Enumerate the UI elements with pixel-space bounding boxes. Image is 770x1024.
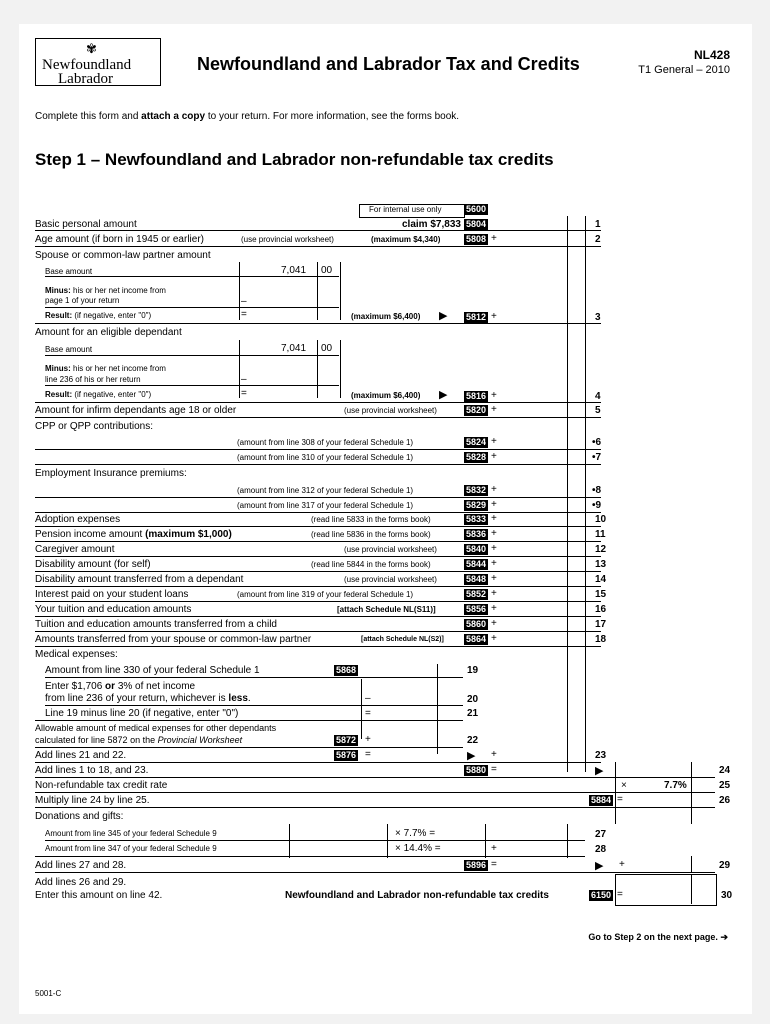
med20-less: less bbox=[228, 693, 248, 704]
op-plus: + bbox=[491, 558, 497, 569]
cents-divider bbox=[317, 340, 318, 398]
code-5808: 5808 bbox=[466, 234, 487, 244]
logo-text-line2: Labrador bbox=[58, 71, 113, 87]
rule bbox=[35, 646, 601, 647]
tuition-note: [attach Schedule NL(S11)] bbox=[337, 605, 436, 614]
line-number-18: 18 bbox=[595, 634, 607, 645]
minus-text2: page 1 of your return bbox=[45, 296, 120, 305]
rule bbox=[45, 677, 463, 678]
rule bbox=[35, 417, 601, 418]
total-field[interactable] bbox=[615, 874, 717, 906]
label-disability-transfer: Disability amount transferred from a dependant bbox=[35, 574, 244, 585]
code-5884: 5884 bbox=[591, 795, 612, 805]
rule bbox=[35, 601, 601, 602]
arrow-right-icon: ▶ bbox=[467, 750, 476, 762]
label-tuition: Your tuition and education amounts bbox=[35, 604, 192, 615]
code-5872: 5872 bbox=[336, 735, 357, 745]
rule bbox=[35, 526, 601, 527]
code-5880: 5880 bbox=[466, 765, 487, 775]
line-number-2: 2 bbox=[595, 234, 601, 245]
label-multiply: Multiply line 24 by line 25. bbox=[35, 795, 150, 806]
ei2-note: (amount from line 317 of your federal Schedule 1) bbox=[237, 501, 414, 510]
cents-column-line bbox=[585, 216, 586, 772]
rule bbox=[35, 631, 601, 632]
code-5856: 5856 bbox=[466, 604, 487, 614]
form-number: NL428 bbox=[693, 48, 730, 62]
spouse-base-label: Base amount bbox=[45, 267, 93, 276]
rule bbox=[35, 720, 463, 721]
cpp2-note: (amount from line 310 of your federal Schedule 1) bbox=[237, 453, 414, 462]
line-number-22: 22 bbox=[467, 735, 479, 746]
line-number-4: 4 bbox=[595, 391, 601, 402]
op-plus: + bbox=[491, 451, 497, 462]
line-number-9: •9 bbox=[592, 500, 602, 511]
op-plus: + bbox=[491, 484, 497, 495]
code-5844: 5844 bbox=[466, 559, 487, 569]
line-number-21: 21 bbox=[467, 708, 479, 719]
label-spouse-amount: Spouse or common-law partner amount bbox=[35, 250, 211, 261]
med20-text2: from line 236 of your return, whichever is bbox=[45, 693, 229, 704]
rule bbox=[35, 792, 715, 793]
cpp1-note: (amount from line 308 of your federal Schedule 1) bbox=[237, 438, 414, 447]
minus-text: his or her net income from bbox=[70, 286, 166, 295]
op-plus: + bbox=[491, 404, 497, 415]
arrow-right-icon: ▶ bbox=[595, 860, 604, 872]
label-donations: Donations and gifts: bbox=[35, 811, 124, 822]
op-minus: – bbox=[241, 296, 247, 307]
pension-max: (maximum $1,000) bbox=[145, 529, 232, 540]
label-med19: Amount from line 330 of your federal Schedule 1 bbox=[45, 665, 260, 676]
code-5868: 5868 bbox=[336, 665, 357, 675]
line-number-6: •6 bbox=[592, 437, 602, 448]
label-add-27-28: Add lines 27 and 28. bbox=[35, 860, 127, 871]
op-plus: + bbox=[491, 749, 497, 760]
rule bbox=[35, 246, 601, 247]
op-plus: + bbox=[491, 390, 497, 401]
label-add-1-18: Add lines 1 to 18, and 23. bbox=[35, 765, 149, 776]
code-5864: 5864 bbox=[466, 634, 487, 644]
code-5896: 5896 bbox=[466, 860, 487, 870]
label-don27: Amount from line 345 of your federal Schedule 9 bbox=[45, 829, 217, 838]
line-number-14: 14 bbox=[595, 574, 607, 585]
label-med21: Line 19 minus line 20 (if negative, enter "0") bbox=[45, 708, 239, 719]
label-pension: Pension income amount bbox=[35, 529, 146, 540]
student-note: (amount from line 319 of your federal Schedule 1) bbox=[237, 590, 414, 599]
rule bbox=[35, 556, 601, 557]
label-med22-line2: calculated for line 5872 on the bbox=[35, 735, 158, 745]
rule bbox=[35, 807, 715, 808]
op-plus: + bbox=[491, 436, 497, 447]
dependant-base-label: Base amount bbox=[45, 345, 93, 354]
label-basic-personal: Basic personal amount bbox=[35, 219, 137, 230]
rule bbox=[35, 777, 715, 778]
op-plus: + bbox=[491, 588, 497, 599]
rule bbox=[35, 616, 601, 617]
label-tuition-child: Tuition and education amounts transferred from a child bbox=[35, 619, 277, 630]
total-nonrefundable-label: Newfoundland and Labrador non-refundable tax credits bbox=[285, 890, 549, 901]
line-number-24: 24 bbox=[719, 765, 731, 776]
line-number-16: 16 bbox=[595, 604, 607, 615]
form-page bbox=[19, 24, 752, 1014]
rule bbox=[35, 747, 463, 748]
result-label: Result: bbox=[45, 311, 73, 320]
code-5840: 5840 bbox=[466, 544, 487, 554]
op-equals: = bbox=[241, 388, 247, 399]
code-5848: 5848 bbox=[466, 574, 487, 584]
spouse-max: (maximum $6,400) bbox=[351, 312, 421, 321]
med20-text1c: 3% of net income bbox=[115, 681, 196, 692]
final-cents-line bbox=[691, 762, 692, 824]
code-5832: 5832 bbox=[466, 485, 487, 495]
line-number-1: 1 bbox=[595, 219, 601, 230]
line-number-30: 30 bbox=[721, 890, 733, 901]
minus-label: Minus: bbox=[45, 286, 71, 295]
rate-value: 7.7% bbox=[664, 780, 687, 791]
provincial-worksheet-text: Provincial Worksheet bbox=[157, 735, 243, 745]
result-text: (if negative, enter "0") bbox=[72, 390, 152, 399]
op-times: × bbox=[621, 780, 627, 791]
op-plus: + bbox=[491, 528, 497, 539]
line-number-27: 27 bbox=[595, 829, 607, 840]
code-6150: 6150 bbox=[591, 890, 612, 900]
rule bbox=[35, 449, 601, 450]
code-5824: 5824 bbox=[466, 437, 487, 447]
line-number-25: 25 bbox=[719, 780, 731, 791]
dependant-max: (maximum $6,400) bbox=[351, 391, 421, 400]
op-plus: + bbox=[491, 543, 497, 554]
arrow-right-icon: ➔ bbox=[720, 932, 728, 942]
rule bbox=[35, 323, 601, 324]
code-5820: 5820 bbox=[466, 405, 487, 415]
result-label: Result: bbox=[45, 390, 73, 399]
line-number-19: 19 bbox=[467, 665, 479, 676]
donations-box-right bbox=[387, 824, 388, 858]
arrow-right-icon: ▶ bbox=[439, 389, 448, 401]
label-rate: Non-refundable tax credit rate bbox=[35, 780, 168, 791]
op-times-7-7: × 7.7% = bbox=[395, 828, 436, 839]
age-max: (maximum $4,340) bbox=[371, 235, 441, 244]
label-ei: Employment Insurance premiums: bbox=[35, 468, 187, 479]
label-don28: Amount from line 347 of your federal Schedule 9 bbox=[45, 844, 217, 853]
rule bbox=[45, 840, 585, 841]
internal-use-label: For internal use only bbox=[369, 205, 442, 214]
rule bbox=[35, 571, 601, 572]
donations-box-left bbox=[289, 824, 290, 858]
code-5833: 5833 bbox=[466, 514, 487, 524]
rule bbox=[45, 385, 339, 386]
infirm-note: (use provincial worksheet) bbox=[344, 406, 437, 415]
caregiver-note: (use provincial worksheet) bbox=[344, 545, 437, 554]
intro-text: Complete this form and attach a copy to your return. For more information, see the forms book. bbox=[35, 111, 460, 122]
code-5816: 5816 bbox=[466, 391, 487, 401]
label-med22-line1: Allowable amount of medical expenses for other dependants bbox=[35, 723, 277, 733]
minus-label: Minus: bbox=[45, 364, 71, 373]
op-equals: = bbox=[365, 749, 371, 760]
minus-text: his or her net income from bbox=[70, 364, 166, 373]
med20-dot: . bbox=[247, 693, 251, 704]
next-page-label: Go to Step 2 on the next page. bbox=[588, 932, 718, 942]
donations-amount-line bbox=[567, 824, 568, 858]
rule bbox=[35, 497, 601, 498]
code-5876: 5876 bbox=[336, 750, 357, 760]
label-medical: Medical expenses: bbox=[35, 649, 118, 660]
label-eligible-dependant: Amount for an eligible dependant bbox=[35, 327, 182, 338]
label-age-amount: Age amount (if born in 1945 or earlier) bbox=[35, 234, 204, 245]
line-number-23: 23 bbox=[595, 750, 607, 761]
disability-note: (read line 5844 in the forms book) bbox=[311, 560, 431, 569]
spouse-base-cents: 00 bbox=[321, 265, 333, 276]
rule bbox=[35, 872, 715, 873]
op-plus: + bbox=[491, 843, 497, 854]
op-plus: + bbox=[491, 499, 497, 510]
final-column-line bbox=[615, 762, 616, 824]
ei1-note: (amount from line 312 of your federal Schedule 1) bbox=[237, 486, 414, 495]
op-plus: + bbox=[491, 603, 497, 614]
dependant-base-value: 7,041 bbox=[281, 343, 307, 354]
cents-line bbox=[691, 856, 692, 872]
rule bbox=[35, 464, 601, 465]
label-enter-line-42: Enter this amount on line 42. bbox=[35, 890, 163, 901]
line-number-13: 13 bbox=[595, 559, 607, 570]
label-add-26-29: Add lines 26 and 29. bbox=[35, 877, 127, 888]
adoption-note: (read line 5833 in the forms book) bbox=[311, 515, 431, 524]
line-number-7: •7 bbox=[592, 452, 602, 463]
rule bbox=[35, 512, 601, 513]
op-equals: = bbox=[617, 794, 623, 805]
label-transfer-spouse: Amounts transferred from your spouse or common-law partner bbox=[35, 634, 312, 645]
rule bbox=[45, 355, 339, 356]
amount-column-line bbox=[567, 216, 568, 772]
result-text: (if negative, enter "0") bbox=[72, 311, 152, 320]
pension-note: (read line 5836 in the forms book) bbox=[311, 530, 431, 539]
code-5829: 5829 bbox=[466, 500, 487, 510]
op-plus: + bbox=[491, 573, 497, 584]
label-cpp: CPP or QPP contributions: bbox=[35, 421, 154, 432]
op-plus: + bbox=[491, 233, 497, 244]
code-5804: 5804 bbox=[466, 219, 487, 229]
line-number-17: 17 bbox=[595, 619, 607, 630]
spouse-base-value: 7,041 bbox=[281, 265, 307, 276]
line-number-10: 10 bbox=[595, 514, 607, 525]
medical-sub-line bbox=[361, 679, 362, 739]
form-subtitle: T1 General – 2010 bbox=[638, 64, 730, 76]
label-student-loans: Interest paid on your student loans bbox=[35, 589, 189, 600]
next-page-text bbox=[588, 932, 728, 943]
line-number-5: 5 bbox=[595, 405, 601, 416]
op-plus: + bbox=[491, 513, 497, 524]
label-disability: Disability amount (for self) bbox=[35, 559, 151, 570]
op-minus: – bbox=[365, 693, 371, 704]
rule bbox=[45, 705, 463, 706]
label-caregiver: Caregiver amount bbox=[35, 544, 115, 555]
op-plus: + bbox=[491, 618, 497, 629]
op-plus: + bbox=[491, 311, 497, 322]
op-times-14-4: × 14.4% = bbox=[395, 843, 441, 854]
rule bbox=[35, 541, 601, 542]
rule bbox=[35, 230, 601, 231]
label-adoption: Adoption expenses bbox=[35, 514, 121, 525]
line-number-15: 15 bbox=[595, 589, 607, 600]
rule bbox=[45, 307, 339, 308]
line-number-11: 11 bbox=[595, 529, 606, 540]
op-equals: = bbox=[617, 889, 623, 900]
line-number-8: •8 bbox=[592, 485, 602, 496]
form-code: 5001-C bbox=[35, 989, 62, 998]
op-equals: = bbox=[365, 708, 371, 719]
rule bbox=[35, 856, 585, 857]
code-5828: 5828 bbox=[466, 452, 487, 462]
donations-col-line bbox=[485, 824, 486, 858]
code-5812: 5812 bbox=[466, 312, 487, 322]
code-5852: 5852 bbox=[466, 589, 487, 599]
op-equals: = bbox=[241, 309, 247, 320]
minus-text2: line 236 of his or her return bbox=[45, 375, 141, 384]
arrow-right-icon: ▶ bbox=[595, 765, 604, 777]
logo-text-line1: Newfoundland bbox=[42, 57, 132, 73]
cents-divider bbox=[317, 262, 318, 320]
code-5836: 5836 bbox=[466, 529, 487, 539]
rule bbox=[35, 402, 601, 403]
op-minus: – bbox=[241, 374, 247, 385]
line-number-3: 3 bbox=[595, 312, 601, 323]
basic-claim-text: claim $7,833 bbox=[402, 219, 461, 230]
cents-line bbox=[691, 874, 692, 904]
province-logo bbox=[35, 38, 161, 86]
line-number-29: 29 bbox=[719, 860, 731, 871]
line-number-20: 20 bbox=[467, 694, 479, 705]
label-add-21-22: Add lines 21 and 22. bbox=[35, 750, 127, 761]
op-equals: = bbox=[491, 859, 497, 870]
form-title: Newfoundland and Labrador Tax and Credits bbox=[197, 54, 580, 74]
dependant-base-cents: 00 bbox=[321, 343, 333, 354]
transfer-spouse-note: [attach Schedule NL(S2)] bbox=[361, 636, 444, 643]
label-infirm: Amount for infirm dependants age 18 or older bbox=[35, 405, 237, 416]
age-note: (use provincial worksheet) bbox=[241, 235, 334, 244]
pitcher-plant-icon: ✾ bbox=[86, 41, 97, 56]
med20-or: or bbox=[105, 681, 116, 692]
dis-transfer-note: (use provincial worksheet) bbox=[344, 575, 437, 584]
op-plus: + bbox=[491, 633, 497, 644]
code-5600: 5600 bbox=[466, 204, 487, 214]
line-number-28: 28 bbox=[595, 844, 607, 855]
rule bbox=[35, 586, 601, 587]
arrow-right-icon: ▶ bbox=[439, 310, 448, 322]
op-equals: = bbox=[491, 764, 497, 775]
med20-text1: Enter $1,706 bbox=[45, 681, 106, 692]
code-5860: 5860 bbox=[466, 619, 487, 629]
line-number-26: 26 bbox=[719, 795, 731, 806]
rule bbox=[35, 762, 601, 763]
step1-title: Step 1 – Newfoundland and Labrador non-refundable tax credits bbox=[35, 150, 554, 169]
op-plus: + bbox=[619, 859, 625, 870]
line-number-12: 12 bbox=[595, 544, 607, 555]
rule bbox=[45, 276, 339, 277]
op-plus: + bbox=[365, 734, 371, 745]
